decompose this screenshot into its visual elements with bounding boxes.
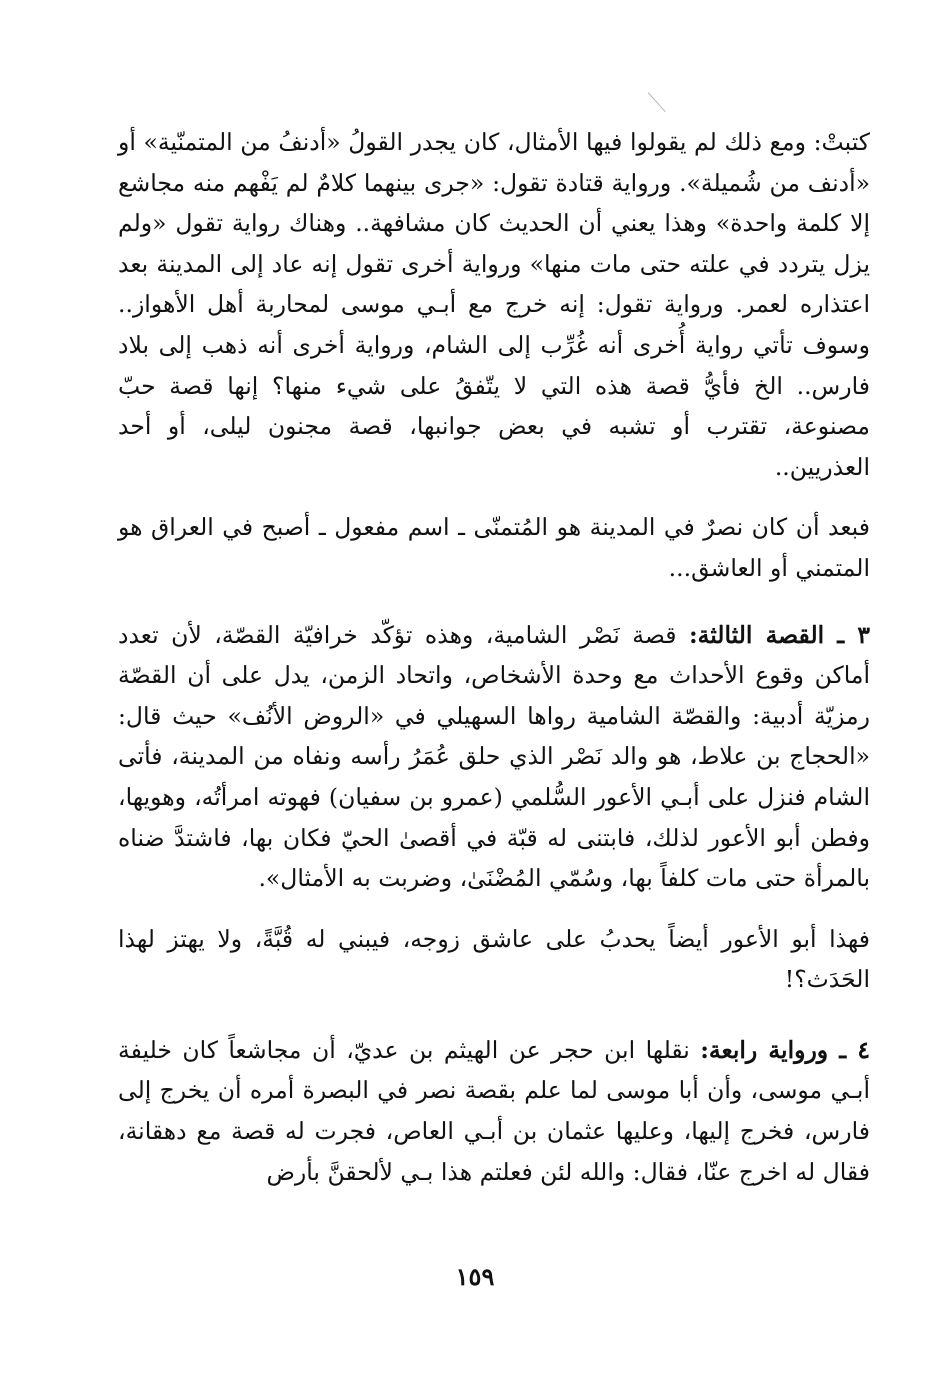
- paragraph-5-text: نقلها ابن حجر عن الهيثم بن عديّ، أن مجاشعاً كان خليفة أبـي موسى، وأن أبا موسى لما علم بقصة نصر في البصرة أمره أن يخرج إلى فارس، فخرج إليها، وعليها عثمان بن أبـي العاص، فجرت له قصة مع دهقانة، فقال له اخرج عنّا، فقال: والله لئن فعلتم هذا بـي لألحقنَّ بأرض: [118, 1035, 870, 1186]
- scan-artifact-line: [648, 92, 666, 112]
- section-4-heading: ٤ ـ ورواية رابعة:: [700, 1035, 870, 1064]
- paragraph-4: [118, 919, 870, 1000]
- paragraph-3-text: قصة نَصْر الشامية، وهذه تؤكّد خرافيّة القصّة، لأن تعدد أماكن وقوع الأحداث مع وحدة الأشخاص، واتحاد الزمن، يدل على أن القصّة رمزيّة أدبية: والقصّة الشامية رواها السهيلي في «الروض الأنُف» حيث قال: «الحجاج بن علاط، هو والد نَصْر الذي حلق عُمَرُ رأسه ونفاه من المدينة، فأتى الشام فنزل على أبـي الأعور السُّلمي (عمرو بن سفيان) فهوته امرأتُه، وهويها، وفطن أبو الأعور لذلك، فابتنى له قبّة في أقصىٰ الحيّ فكان بها، فاشتدَّ ضناه بالمرأة حتى مات كلفاً بها، وسُمّي المُضْنَىٰ، وضربت به الأمثال».: [118, 620, 870, 893]
- paragraph-2: [118, 507, 870, 588]
- paragraph-4-text: فهذا أبو الأعور أيضاً يحدبُ على عاشق زوجه، فيبني له قُبَّةً، ولا يهتز لهذا الحَدَث؟!: [118, 924, 870, 994]
- section-3-heading: ٣ ـ القصة الثالثة:: [688, 620, 870, 649]
- paragraph-1: [118, 122, 870, 487]
- paragraph-1-text: كتبتْ: ومع ذلك لم يقولوا فيها الأمثال، كان يجدر القولُ «أدنفُ من المتمنّية» أو «أدنف من شُميلة». ورواية قتادة تقول: «جرى بينهما كلامٌ لم يَفْهم منه مجاشع إلا كلمة واحدة» وهذا يعني أن الحديث كان مشافهة.. وهناك رواية تقول «ولم يزل يتردد في علته حتى مات منها» ورواية أخرى تقول إنه عاد إلى المدينة بعد اعتذاره لعمر. ورواية تقول: إنه خرج مع أبـي موسى لمحاربة أهل الأهواز.. وسوف تأتي رواية أُخرى أنه غُرِّب إلى الشام، ورواية أخرى أنه ذهب إلى بلاد فارس.. الخ فأيُّ قصة هذه التي لا يتّفقُ على شيء منها؟ إنها قصة حبّ مصنوعة، تقترب أو تشبه في بعض جوانبها، قصة مجنون ليلى، أو أحد العذريين..: [118, 128, 870, 481]
- body-text: [118, 122, 870, 1192]
- paragraph-3: [118, 615, 870, 899]
- paragraph-2-text: فبعد أن كان نصرٌ في المدينة هو المُتمنّى ـ اسم مفعول ـ أصبح في العراق هو المتمني أو العاشق...: [118, 513, 870, 582]
- page-number: ١٥٩: [455, 1262, 495, 1291]
- paragraph-5: [118, 1030, 870, 1192]
